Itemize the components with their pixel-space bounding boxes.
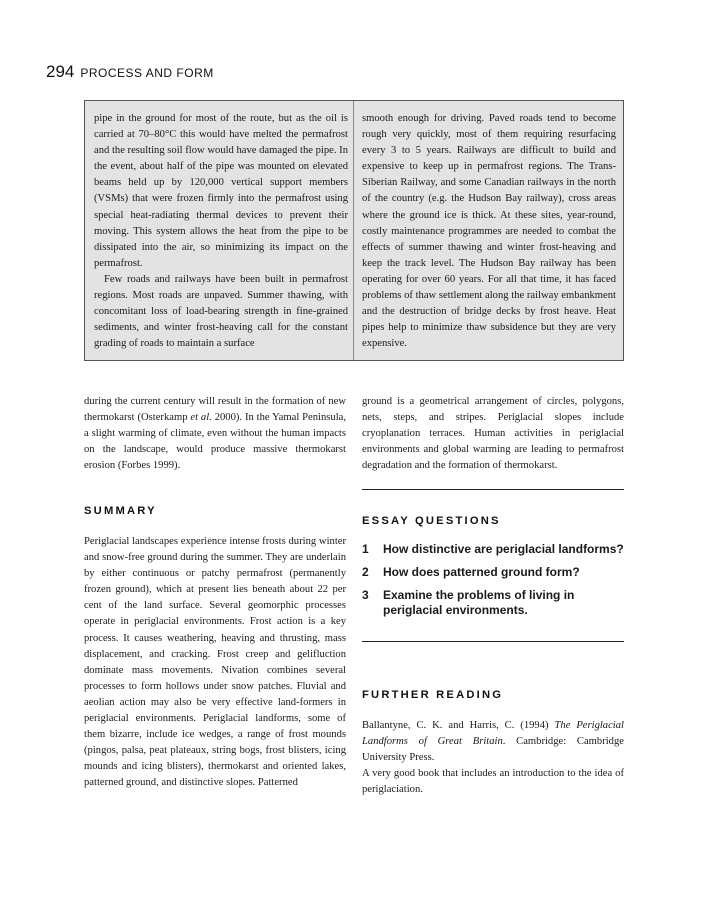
essay-questions-heading: ESSAY QUESTIONS	[362, 515, 501, 527]
question-text: How distinctive are periglacial landforms?	[383, 542, 624, 556]
reference-note: A very good book that includes an introduction to the idea of periglaciation.	[362, 768, 624, 796]
box-right-column	[362, 111, 616, 352]
body-paragraph: during the current century will result in the formation of new thermokarst (Osterkamp et al. 2000). In the Yamal Peninsula, a slight warming of climate, even without the human impacts on the landscape, would produce massive thermokarst erosion (Forbes 1999).	[84, 396, 346, 472]
question-text: Examine the problems of living in periglacial environments.	[383, 588, 575, 617]
summary-paragraph: Periglacial landscapes experience intense frosts during winter and snow-free ground during the summer. They are underlain by either continuous or patchy permafrost (permanently frozen ground), which at present lies beneath about 22 per cent of the land surface. Several geomorphic processes operate in periglacial environments. Frost action is a key process. It causes weathering, heaving and thrusting, mass displacement, and cracking. Frost creep and gelifluction dominate mass movements. Nivation combines several processes to form hollows under snow patches. Fluvial and aeolian action may also be very effective land-formers in periglacial environments. Periglacial landforms, some of them bizarre, include ice wedges, a range of frost mounds (pingos, palsa, peat plateaux, string bogs, frost blisters, icing mounds and icing blisters), thermokarst and oriented lakes, patterned ground, and distinctive slopes. Patterned	[84, 536, 346, 789]
running-head	[46, 62, 214, 82]
question-number: 3	[362, 588, 369, 602]
question-number: 1	[362, 542, 369, 556]
reference-entry: Ballantyne, C. K. and Harris, C. (1994) The Periglacial Landforms of Great Britain. Cambridge: Cambridge University Press.	[362, 720, 624, 764]
summary-heading: SUMMARY	[84, 505, 157, 517]
further-reading-heading: FURTHER READING	[362, 689, 504, 701]
section-title: PROCESS AND FORM	[80, 66, 214, 80]
essay-question	[362, 588, 624, 618]
main-right-column	[362, 394, 624, 474]
question-text: How does patterned ground form?	[383, 565, 580, 579]
page-number: 294	[46, 62, 75, 81]
summary-column	[84, 534, 346, 792]
box-column-divider	[353, 101, 354, 360]
main-left-column	[84, 394, 346, 474]
case-study-box	[84, 100, 624, 361]
section-rule	[362, 489, 624, 490]
body-paragraph: ground is a geometrical arrangement of circles, polygons, nets, steps, and stripes. Periglacial slopes include cryoplanation terraces. Human activities in periglacial environments and global warming are leading to permafrost degradation and the formation of thermokarst.	[362, 396, 624, 472]
section-rule	[362, 641, 624, 642]
question-number: 2	[362, 565, 369, 579]
box-paragraph: smooth enough for driving. Paved roads tend to become rough very quickly, most of them requiring resurfacing every 3 to 5 years. Railways are difficult to build and expensive to keep up in permafrost regions. The Trans-Siberian Railway, and some Canadian railways in the north of the country (e.g. the Hudson Bay railway), cross areas where the ground ice is thick. At these sites, year-round, costly maintenance programmes are needed to combat the effects of summer thawing and winter frost-heaving and keep the track level. The Hudson Bay railway has been operating for over 60 years. For all that time, it has faced problems of thaw settlement along the railway embankment and the destruction of bridge decks by frost heave. Heat pipes help to minimize thaw subsidence but they are very expensive.	[362, 113, 616, 350]
box-left-column	[94, 111, 348, 352]
essay-question	[362, 542, 624, 557]
further-reading-column	[362, 718, 624, 798]
box-paragraph: Few roads and railways have been built in permafrost regions. Most roads are unpaved. Summer thawing, with concomitant loss of load-bearing strength in fine-grained sediments, and winter frost-heaving call for the constant grading of roads to maintain a surface	[94, 273, 348, 350]
essay-questions-list	[362, 542, 624, 626]
essay-question	[362, 565, 624, 580]
box-paragraph: pipe in the ground for most of the route, but as the oil is carried at 70–80°C this would have melted the permafrost and the resulting soil flow would have damaged the pipe. In the event, about half of the pipe was mounted on elevated beams held up by 120,000 vertical support members (VSMs) that were frozen firmly into the permafrost using special heat-radiating thermal devices to prevent their moving. This system allows the heat from the pipe to be dissipated into the air, so minimizing its impact on the permafrost.	[94, 113, 348, 269]
